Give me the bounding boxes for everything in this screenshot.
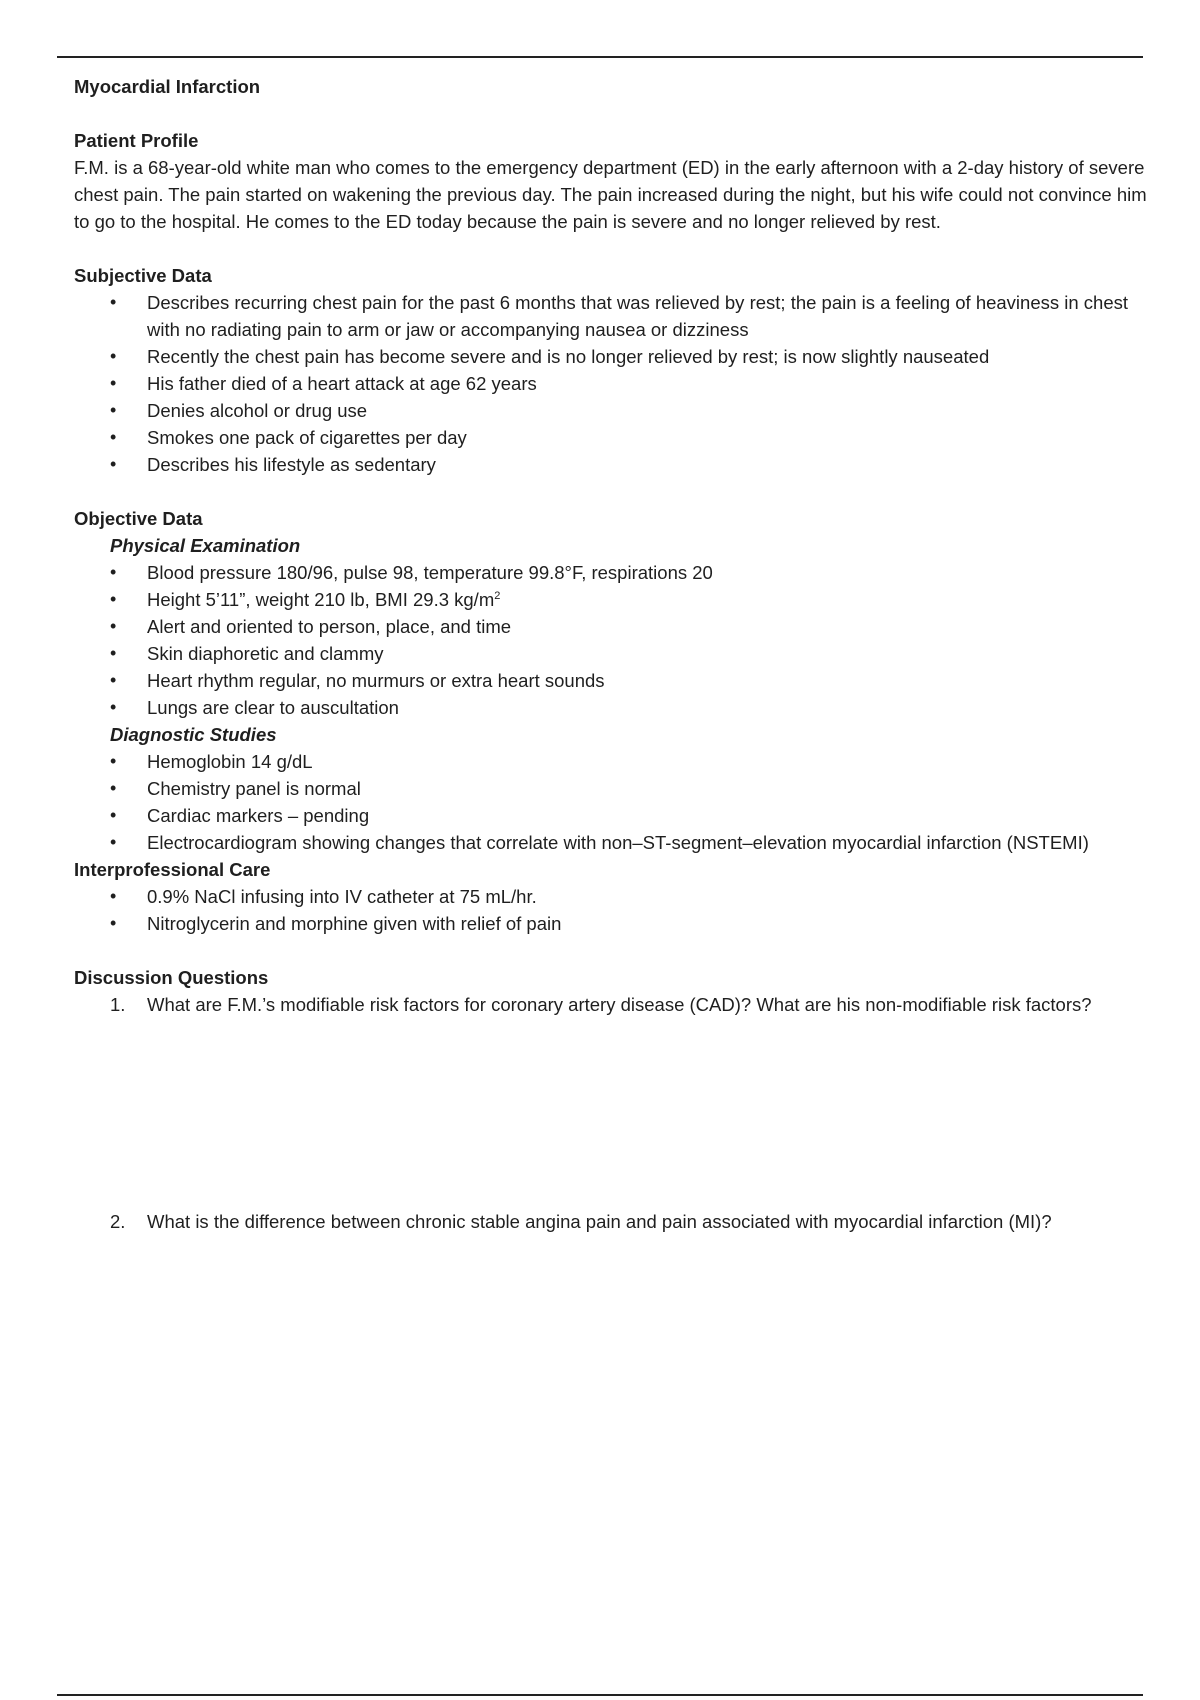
list-item: • 0.9% NaCl infusing into IV catheter at 75 mL/hr.: [147, 883, 1164, 910]
list-item: • Heart rhythm regular, no murmurs or extra heart sounds: [147, 667, 1164, 694]
list-item: • Hemoglobin 14 g/dL: [147, 748, 1164, 775]
list-item: • Smokes one pack of cigarettes per day: [147, 424, 1164, 451]
top-rule: [57, 56, 1143, 58]
document-body: [74, 73, 1164, 1235]
list-item: • Describes recurring chest pain for the past 6 months that was relieved by rest; the pain is a feeling of heaviness in chest with no radiating pain to arm or jaw or accompanying nausea or dizziness: [147, 289, 1164, 343]
bottom-rule: [57, 1694, 1143, 1696]
question-text: What is the difference between chronic stable angina pain and pain associated with myocardial infarction (MI)?: [147, 1211, 1052, 1232]
interprofessional-care-list: [74, 883, 1164, 937]
physical-examination-list: [74, 559, 1164, 721]
list-item: • Electrocardiogram showing changes that correlate with non–ST-segment–elevation myocardial infarction (NSTEMI): [147, 829, 1164, 856]
list-item: • Recently the chest pain has become severe and is no longer relieved by rest; is now slightly nauseated: [147, 343, 1164, 370]
subjective-data-list: [74, 289, 1164, 478]
list-item: • Chemistry panel is normal: [147, 775, 1164, 802]
list-item: • Denies alcohol or drug use: [147, 397, 1164, 424]
patient-profile-heading: Patient Profile: [74, 130, 199, 151]
question-number: 1.: [110, 994, 126, 1015]
bmi-superscript: 2: [494, 589, 501, 602]
objective-data-heading: Objective Data: [74, 508, 203, 529]
diagnostic-studies-heading: Diagnostic Studies: [110, 724, 277, 745]
physical-examination-heading: Physical Examination: [110, 535, 301, 556]
list-item: • Blood pressure 180/96, pulse 98, temperature 99.8°F, respirations 20: [147, 559, 1164, 586]
answer-space: [74, 1018, 1164, 1208]
list-item: • His father died of a heart attack at age 62 years: [147, 370, 1164, 397]
list-item: [147, 586, 1164, 613]
discussion-questions-list-continued: [74, 1208, 1164, 1235]
patient-profile-text: F.M. is a 68-year-old white man who comes to the emergency department (ED) in the early afternoon with a 2-day history of severe chest pain. The pain started on wakening the previous day. The pain increased during the night, but his wife could not convince him to go to the hospital. He comes to the ED today because the pain is severe and no longer relieved by rest.: [74, 157, 1147, 232]
list-item: • Describes his lifestyle as sedentary: [147, 451, 1164, 478]
interprofessional-care-heading: Interprofessional Care: [74, 859, 271, 880]
discussion-questions-list: [74, 991, 1164, 1018]
list-item: • Skin diaphoretic and clammy: [147, 640, 1164, 667]
list-item: • Cardiac markers – pending: [147, 802, 1164, 829]
subjective-data-heading: Subjective Data: [74, 265, 212, 286]
diagnostic-studies-list: [74, 748, 1164, 856]
list-item: • Nitroglycerin and morphine given with relief of pain: [147, 910, 1164, 937]
document-title: Myocardial Infarction: [74, 76, 261, 97]
discussion-questions-heading: Discussion Questions: [74, 967, 269, 988]
list-item: • Alert and oriented to person, place, and time: [147, 613, 1164, 640]
question-number: 2.: [110, 1211, 126, 1232]
question-text: What are F.M.’s modifiable risk factors for coronary artery disease (CAD)? What are his non-modifiable risk factors?: [147, 994, 1092, 1015]
question-item: [110, 991, 1164, 1018]
question-item: [110, 1208, 1164, 1235]
bmi-text: Height 5’11”, weight 210 lb, BMI 29.3 kg/m: [147, 589, 495, 610]
list-item: • Lungs are clear to auscultation: [147, 694, 1164, 721]
